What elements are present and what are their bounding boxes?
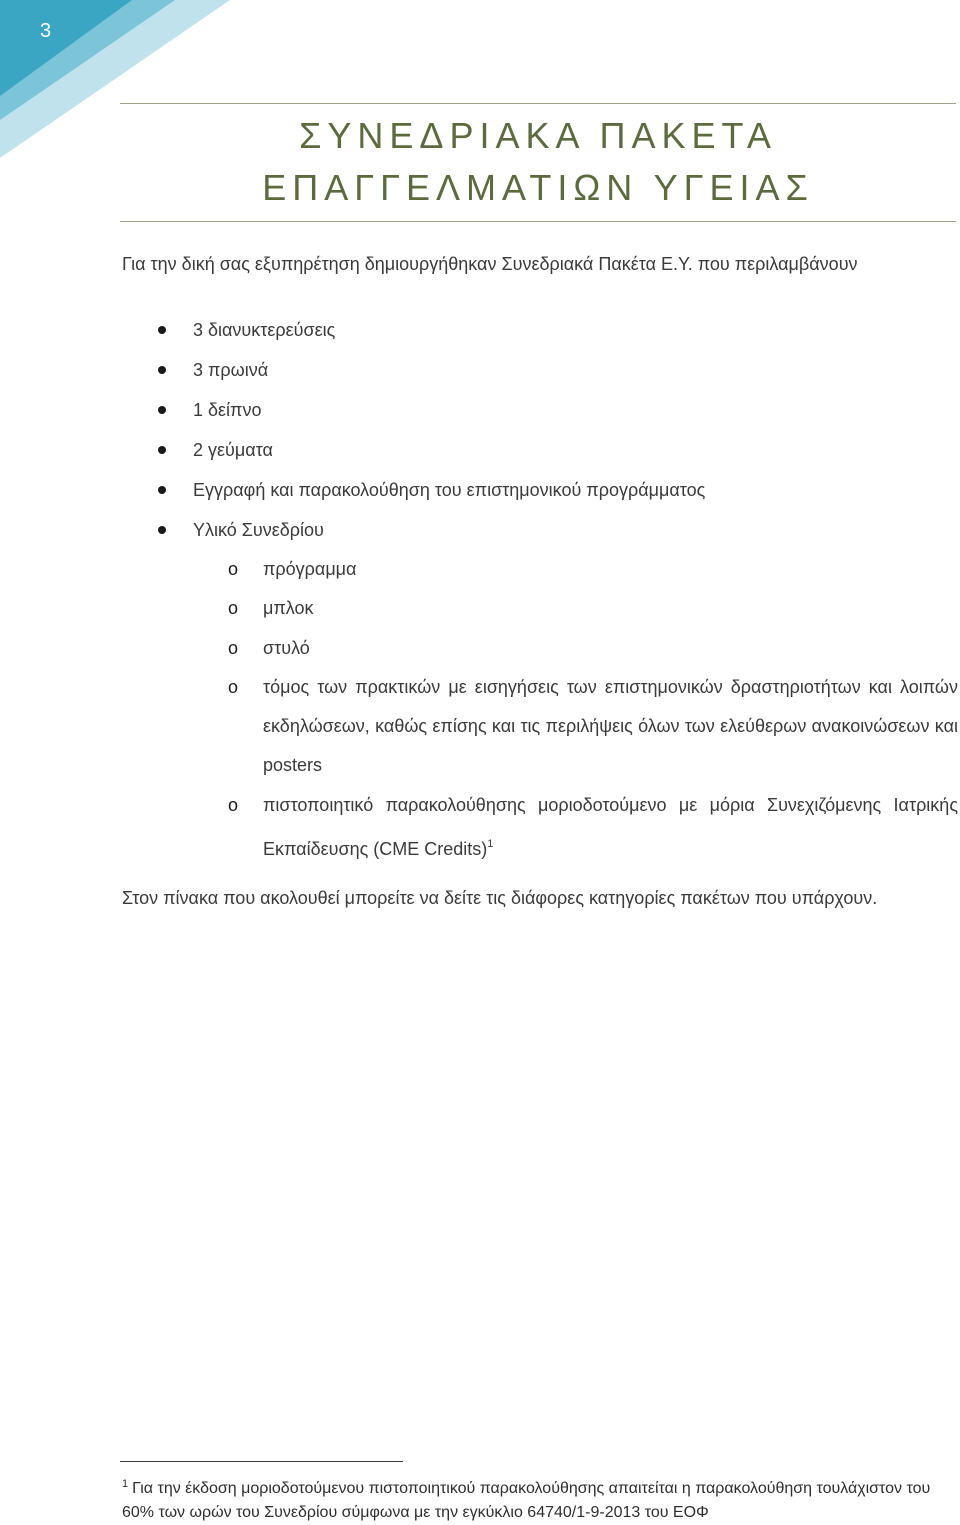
sublist-item xyxy=(122,550,958,589)
sublist-item-text: μπλοκ xyxy=(263,598,314,619)
footnote-marker: 1 xyxy=(122,1478,129,1490)
sublist-item xyxy=(122,668,958,786)
sublist-container xyxy=(122,550,958,869)
bullet-icon xyxy=(158,526,166,534)
title-rule-bottom xyxy=(120,221,956,222)
page-title: ΣΥΝΕΔΡΙΑΚΑ ΠΑΚΕΤΑ ΕΠΑΓΓΕΛΜΑΤΙΩΝ ΥΓΕΙΑΣ xyxy=(262,115,814,208)
sublist-item-text: πιστοποιητικό παρακολούθησης μοριοδοτούμενο με μόρια Συνεχιζόμενης Ιατρικής Εκπαίδευσης (CME Credits) xyxy=(263,794,958,860)
bullet-icon xyxy=(158,486,166,494)
bullet-icon xyxy=(158,446,166,454)
package-items-list xyxy=(122,310,958,869)
list-item xyxy=(122,310,958,350)
conference-material-sublist xyxy=(122,550,958,869)
circle-bullet-icon: o xyxy=(228,559,239,579)
page-number: 3 xyxy=(40,20,52,42)
list-item-text: 1 δείπνο xyxy=(193,400,262,420)
footnote-text: Για την έκδοση μοριοδοτούμενου πιστοποιητικού παρακολούθησης απαιτείται η παρακολούθηση τουλάχιστον του 60% των ωρών του Συνεδρίου σύμφωνα με την εγκύκλιο 64740/1-9-2013 του ΕΟΦ xyxy=(122,1480,931,1521)
list-item-text: Υλικό Συνεδρίου xyxy=(193,520,324,540)
list-item-text: 3 πρωινά xyxy=(193,360,269,380)
circle-bullet-icon: o xyxy=(228,794,239,815)
intro-text: Για την δική σας εξυπηρέτηση δημιουργήθηκαν Συνεδριακά Πακέτα Ε.Υ. που περιλαμβάνουν xyxy=(122,254,858,274)
list-item xyxy=(122,430,958,470)
list-item-text: Εγγραφή και παρακολούθηση του επιστημονικού προγράμματος xyxy=(193,480,706,500)
circle-bullet-icon: o xyxy=(228,598,239,619)
list-item-text: 2 γεύματα xyxy=(193,440,273,460)
sublist-item-text: στυλό xyxy=(263,637,310,658)
circle-bullet-icon: o xyxy=(228,676,239,697)
bullet-icon xyxy=(158,366,166,374)
sublist-item-text: πρόγραμμα xyxy=(263,559,357,579)
sublist-item xyxy=(122,589,958,628)
sublist-item xyxy=(122,786,958,870)
bullet-icon xyxy=(158,406,166,414)
footnote-reference[interactable]: 1 xyxy=(487,838,494,851)
footnote xyxy=(122,1472,958,1525)
list-item xyxy=(122,390,958,430)
list-item-text: 3 διανυκτερεύσεις xyxy=(193,320,336,340)
sublist-item xyxy=(122,629,958,668)
title-rule-top xyxy=(120,103,956,104)
sublist-item-text: τόμος των πρακτικών με εισηγήσεις των επιστημονικών δραστηριοτήτων και λοιπών εκδηλώσεων, καθώς επίσης και τις περιλήψεις όλων των ελεύθερων ανακοινώσεων και posters xyxy=(263,676,958,776)
closing-text: Στον πίνακα που ακολουθεί μπορείτε να δείτε τις διάφορες κατηγορίες πακέτων που υπάρχουν. xyxy=(122,888,878,908)
list-item xyxy=(122,350,958,390)
list-item xyxy=(122,510,958,550)
list-item xyxy=(122,470,958,510)
bullet-icon xyxy=(158,326,166,334)
circle-bullet-icon: o xyxy=(228,637,239,658)
footnote-separator xyxy=(120,1461,403,1462)
